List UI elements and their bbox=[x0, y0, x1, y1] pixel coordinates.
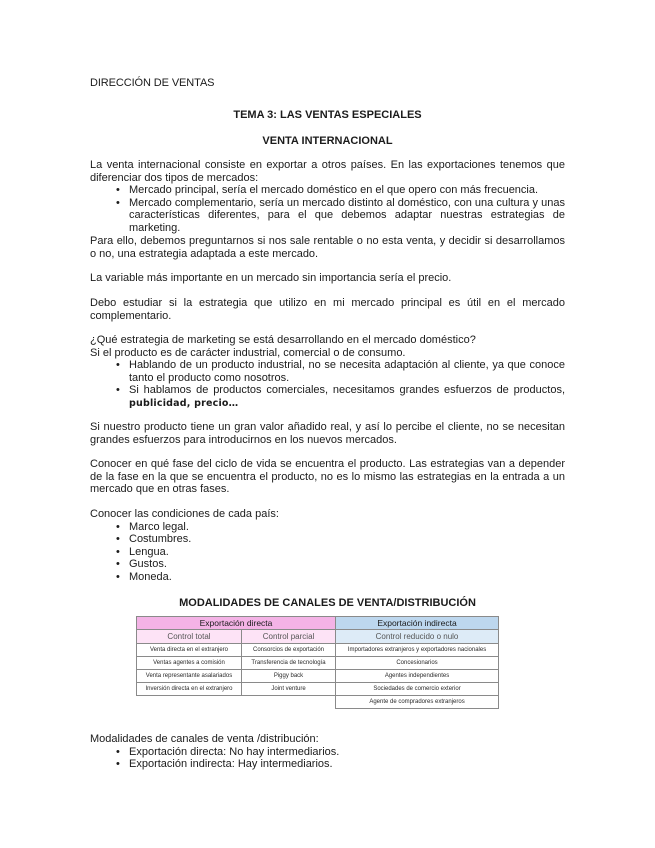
table-cell: Piggy back bbox=[242, 670, 336, 683]
subheader-cell: Control reducido o nulo bbox=[336, 630, 499, 644]
conditions-intro: Conocer las condiciones de cada país: bbox=[90, 508, 279, 520]
paragraph-text: La variable más importante en un mercado sin importancia sería el precio. bbox=[90, 272, 452, 284]
table-cell: Venta directa en el extranjero bbox=[137, 644, 242, 657]
list-item bbox=[90, 384, 565, 410]
intro-section bbox=[90, 159, 565, 234]
question-line: ¿Qué estrategia de marketing se está desarrollando en el mercado doméstico? bbox=[90, 334, 476, 346]
list-item: • Costumbres. bbox=[90, 533, 565, 546]
group-header-indirect: Exportación indirecta bbox=[336, 617, 499, 630]
profit-paragraph bbox=[90, 235, 565, 260]
modalities-section bbox=[90, 733, 565, 771]
table-cell bbox=[242, 696, 336, 709]
list-item: • Mercado principal, sería el mercado doméstico en el que opero con más frecuencia. bbox=[90, 184, 565, 197]
list-item: • Mercado complementario, sería un mercado distinto al doméstico, con una cultura y unas características diferentes, para el que debemos adaptar nuestras estrategias de marketing. bbox=[90, 197, 565, 235]
paragraph-text: Debo estudiar si la estrategia que utilizo en mi mercado principal es útil en el mercado complementario. bbox=[90, 297, 565, 322]
table-cell: Joint venture bbox=[242, 683, 336, 696]
lifecycle-paragraph bbox=[90, 458, 565, 496]
list-item: • Hablando de un producto industrial, no se necesita adaptación al cliente, ya que conoce tanto el producto como nosotros. bbox=[90, 359, 565, 384]
table-cell: Transferencia de tecnología bbox=[242, 657, 336, 670]
channels-table bbox=[136, 616, 499, 709]
table-row bbox=[137, 670, 499, 683]
list-item: • Exportación directa: No hay intermediarios. bbox=[90, 746, 565, 759]
table-cell bbox=[137, 696, 242, 709]
subheader-cell: Control total bbox=[137, 630, 242, 644]
table-cell: Agente de compradores extranjeros bbox=[336, 696, 499, 709]
table-subheader-row bbox=[137, 630, 499, 644]
list-item: • Lengua. bbox=[90, 546, 565, 559]
conditions-section bbox=[90, 508, 565, 583]
list-item: • Marco legal. bbox=[90, 521, 565, 534]
table-row bbox=[137, 657, 499, 670]
table-row bbox=[137, 683, 499, 696]
list-item-emphasis: publicidad, precio… bbox=[129, 397, 239, 409]
conditions-list bbox=[90, 521, 565, 584]
table-row bbox=[137, 644, 499, 657]
table-cell: Ventas agentes a comisión bbox=[137, 657, 242, 670]
paragraph-text: Para ello, debemos preguntarnos si nos sale rentable o no esta venta, y decidir si desarrollamos o no, una estrategia adaptada a este mercado. bbox=[90, 235, 565, 260]
paragraph-text: Conocer en qué fase del ciclo de vida se encuentra el producto. Las estrategias van a depender de la fase en la que se encuentra el producto, no es lo mismo las estrategias en la entrada a un mercado que en otras fases. bbox=[90, 458, 565, 495]
modalities-intro: Modalidades de canales de venta /distribución: bbox=[90, 733, 319, 745]
paragraph-text: Si nuestro producto tiene un gran valor añadido real, y así lo percibe el cliente, no se necesitan grandes esfuerzos para introducirnos en los nuevos mercados. bbox=[90, 421, 565, 446]
question-line: Si el producto es de carácter industrial, comercial o de consumo. bbox=[90, 346, 406, 359]
list-item-text: Si hablamos de productos comerciales, necesitamos grandes esfuerzos de productos, bbox=[129, 384, 565, 396]
document-header: DIRECCIÓN DE VENTAS bbox=[90, 77, 215, 89]
table-cell: Venta representante asalariados bbox=[137, 670, 242, 683]
table-cell: Concesionarios bbox=[336, 657, 499, 670]
product-type-list bbox=[90, 359, 565, 410]
table-cell: Inversión directa en el extranjero bbox=[137, 683, 242, 696]
table-row bbox=[137, 696, 499, 709]
value-paragraph bbox=[90, 421, 565, 446]
market-types-list bbox=[90, 184, 565, 234]
table-cell: Agentes independientes bbox=[336, 670, 499, 683]
table-group-header-row bbox=[137, 617, 499, 630]
question-section bbox=[90, 334, 565, 410]
modalities-list bbox=[90, 746, 565, 771]
section-title: VENTA INTERNACIONAL bbox=[262, 135, 393, 147]
intro-paragraph: La venta internacional consiste en exportar a otros países. En las exportaciones tenemos que diferenciar dos tipos de mercados: bbox=[90, 159, 565, 184]
list-item: • Exportación indirecta: Hay intermediarios. bbox=[90, 758, 565, 771]
price-paragraph bbox=[90, 272, 565, 285]
subheader-cell: Control parcial bbox=[242, 630, 336, 644]
table-cell: Importadores extranjeros y exportadores nacionales bbox=[336, 644, 499, 657]
list-item: • Gustos. bbox=[90, 558, 565, 571]
topic-title: TEMA 3: LAS VENTAS ESPECIALES bbox=[233, 109, 422, 121]
strategy-paragraph bbox=[90, 297, 565, 322]
list-item: • Moneda. bbox=[90, 571, 565, 584]
table-cell: Consorcios de exportación bbox=[242, 644, 336, 657]
table-title: MODALIDADES DE CANALES DE VENTA/DISTRIBUCIÓN bbox=[179, 597, 476, 609]
table-cell: Sociedades de comercio exterior bbox=[336, 683, 499, 696]
group-header-direct: Exportación directa bbox=[137, 617, 336, 630]
